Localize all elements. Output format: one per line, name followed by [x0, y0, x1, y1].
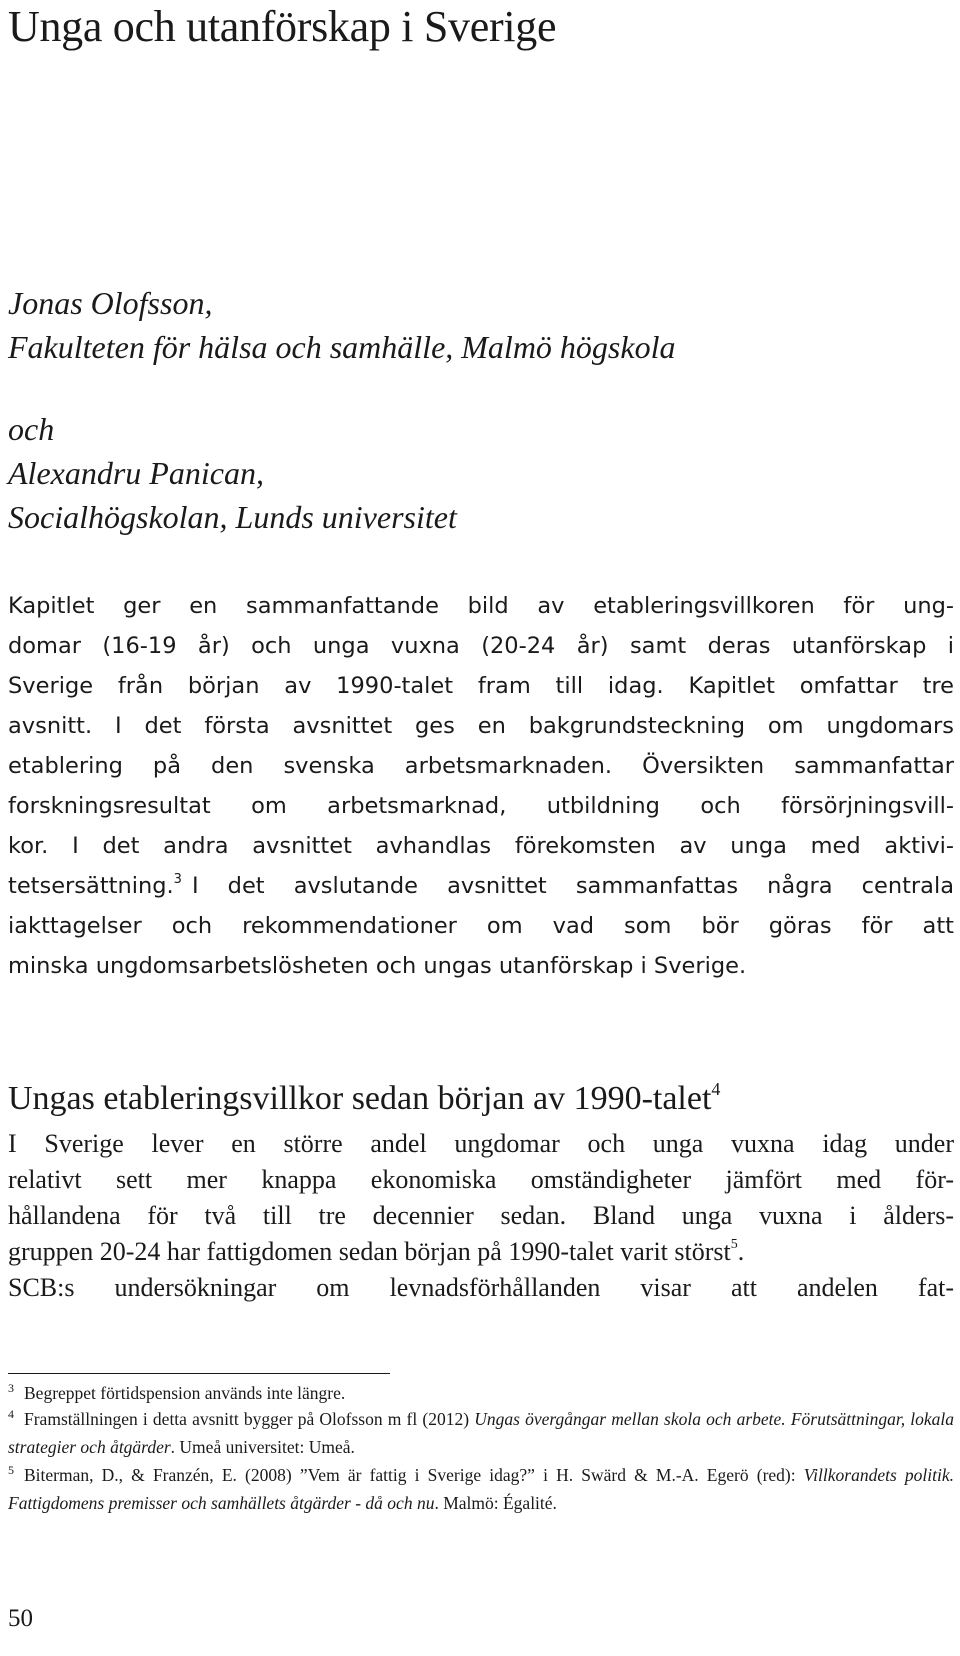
abstract-line: iakttagelser och rekommendationer om vad som bör göras för att: [8, 913, 954, 939]
abstract-line: domar (16-19 år) och unga vuxna (20-24 år) samt deras utanförskap i: [8, 633, 954, 659]
abstract-line: forskningsresultat om arbetsmarknad, utbildning och försörjningsvill-: [8, 793, 954, 819]
footnote-number: 5: [8, 1463, 14, 1477]
footnote-number: 4: [8, 1407, 14, 1421]
abstract-line: avsnitt. I det första avsnittet ges en bakgrundsteckning om ungdomars: [8, 713, 954, 739]
author-affiliation: Socialhögskolan, Lunds universitet: [8, 499, 457, 535]
author-name: Alexandru Panican,: [8, 455, 264, 491]
body-line: relativt sett mer knappa ekonomiska omständigheter jämfört med för-: [8, 1165, 954, 1194]
footnote-ref: 3: [173, 872, 182, 887]
author-affiliation: Fakulteten för hälsa och samhälle, Malmö högskola: [8, 329, 676, 365]
abstract-line: etablering på den svenska arbetsmarknaden. Översikten sammanfattar: [8, 753, 954, 779]
footnote-text: Biterman, D., & Franzén, E. (2008) ”Vem är fattig i Sverige idag?” i H. Swärd & M.-A. Egerö (red):: [24, 1465, 796, 1485]
body-line: gruppen 20-24 har fattigdomen sedan början på 1990-talet varit störst$^5$.: [8, 1237, 745, 1266]
body-line: I Sverige lever en större andel ungdomar och unga vuxna idag under: [8, 1129, 954, 1158]
abstract-line: kor. I det andra avsnittet avhandlas förekomsten av unga med aktivi-: [8, 833, 954, 859]
body-line: SCB:s undersökningar om levnadsförhållanden visar att andelen fat-: [8, 1273, 954, 1302]
abstract-line: Kapitlet ger en sammanfattande bild av etableringsvillkoren för ung-: [8, 593, 954, 619]
footnote-title: Ungas övergångar mellan skola och arbete. Förutsättningar, lokala strategier och åtgärder: [8, 1409, 955, 1457]
author-name: Jonas Olofsson,: [8, 285, 213, 321]
chapter-title: Unga och utanförskap i Sverige: [8, 2, 557, 51]
footnote-separator: [8, 1373, 390, 1374]
footnote-text: . Malmö: Égalité.: [434, 1493, 557, 1513]
footnote-ref: 5: [730, 1237, 738, 1252]
author-conjunction: och: [8, 411, 55, 447]
footnote-text: Begreppet förtidspension används inte längre.: [24, 1383, 346, 1403]
section-heading: [8, 1078, 720, 1124]
footnote-text: . Umeå universitet: Umeå.: [170, 1437, 355, 1457]
footnote-number: 3: [8, 1381, 14, 1395]
footnote: [8, 1462, 954, 1516]
abstract-line: minska ungdomsarbetslösheten och ungas utanförskap i Sverige.: [8, 953, 747, 979]
footnote-ref: 4: [711, 1079, 721, 1099]
page-number: 50: [8, 1605, 33, 1632]
abstract-line: Sverige från början av 1990-talet fram till idag. Kapitlet omfattar tre: [8, 673, 954, 699]
body-text: gruppen 20-24 har fattigdomen sedan början på 1990-talet varit störst: [8, 1237, 731, 1266]
body-line: hållandena för två till tre decennier sedan. Bland unga vuxna i ålders-: [8, 1201, 954, 1230]
abstract-line: [8, 866, 954, 910]
footnote-text: Framställningen i detta avsnitt bygger på Olofsson m fl (2012): [24, 1409, 470, 1429]
abstract-text: tetsersättning.: [8, 873, 174, 899]
section-heading-text: Ungas etableringsvillkor sedan början av 1990-talet: [8, 1080, 712, 1117]
footnote: [8, 1406, 954, 1460]
abstract-text: I det avslutande avsnittet sammanfattas några centrala: [191, 873, 954, 899]
footnote: [8, 1380, 954, 1408]
footnote-title: Villkorandets politik. Fattigdomens premisser och samhällets åtgärder - då och nu: [8, 1465, 954, 1513]
